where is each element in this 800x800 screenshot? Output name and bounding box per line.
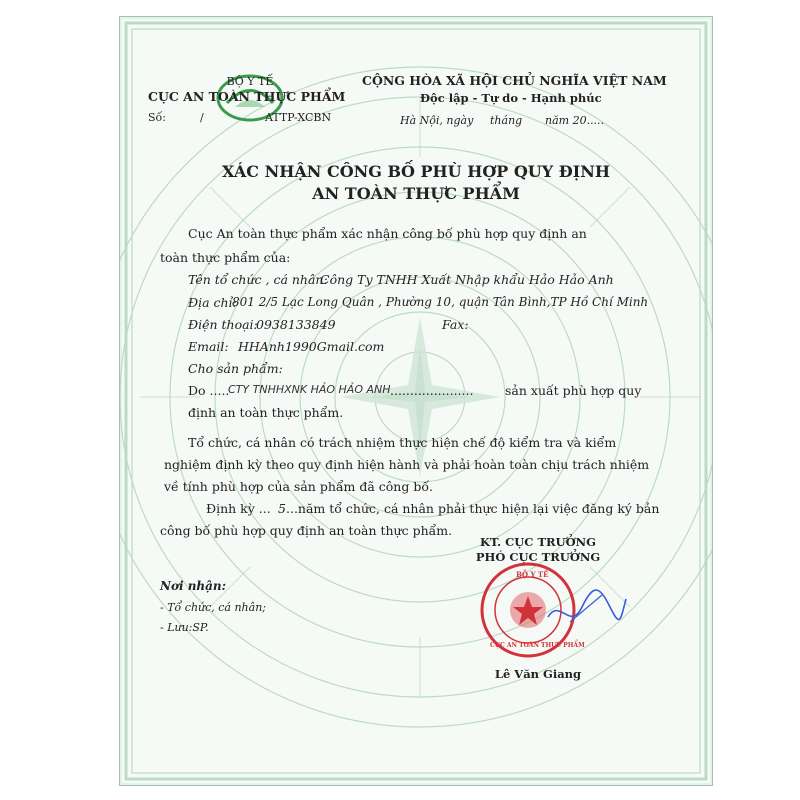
period-prefix: Định kỳ ... [206, 501, 271, 516]
period-value: 5 [278, 501, 286, 516]
address-value: 801 2/5 Lạc Long Quân , Phường 10, quận Tân Bình,TP Hồ Chí Minh [232, 295, 649, 309]
email-value: HHAnh1990Gmail.com [238, 339, 385, 354]
recipients-title: Nơi nhận: [160, 579, 227, 593]
doc-number-slash: / [200, 111, 204, 124]
recipient-item-1: - Tổ chức, cá nhân; [160, 601, 266, 614]
do-prefix: Do ..... [188, 383, 230, 398]
phone-value: 0938133849 [256, 317, 336, 332]
do-dots: ..................... [390, 383, 474, 398]
recipient-item-2: - Lưu:SP. [160, 621, 209, 634]
handwritten-signature [540, 577, 630, 637]
address-label: Địa chỉ: [188, 295, 237, 310]
doc-number-suffix: ATTP-XCBN [265, 111, 332, 124]
doc-number-prefix: Số: [148, 111, 166, 124]
period-suffix: ...năm tổ chức, cá nhân phải thực hiện lại việc đăng ký bản [286, 501, 660, 516]
date-month: tháng [490, 114, 523, 127]
phone-label: Điện thoại: [188, 317, 258, 332]
responsibility-line1: Tổ chức, cá nhân có trách nhiệm thực hiện chế độ kiểm tra và kiểm [188, 435, 617, 450]
product-label: Cho sản phẩm: [188, 361, 283, 376]
stamp-top-text: BỘ Y TẾ [516, 570, 549, 579]
doc-title-line2: AN TOÀN THỰC PHẨM [312, 184, 520, 203]
org-value: Công Ty TNHH Xuất Nhập khẩu Hảo Hảo Anh [320, 272, 614, 287]
stamp-bottom-text: CỤC AN TOÀN THỰC PHẨM [490, 642, 585, 649]
ministry-name: BỘ Y TẾ [226, 75, 274, 88]
responsibility-line2: nghiệm định kỳ theo quy định hiện hành và phải hoàn toàn chịu trách nhiệm [164, 457, 650, 472]
period-line2: công bố phù hợp quy định an toàn thực phẩm. [160, 523, 453, 538]
date-city: Hà Nội, ngày [400, 114, 474, 127]
signer-role1: KT. CỤC TRƯỞNG [480, 535, 596, 549]
signer-name: Lê Văn Giang [494, 667, 582, 681]
responsibility-line3: về tính phù hợp của sản phẩm đã công bố. [164, 479, 433, 494]
intro-line1: Cục An toàn thực phẩm xác nhận công bố phù hợp quy định an [188, 226, 587, 241]
document-page [119, 16, 713, 786]
signer-role2: PHÓ CỤC TRƯỞNG [475, 550, 601, 564]
do-suffix: sản xuất phù hợp quy [505, 383, 642, 398]
email-label: Email: [188, 339, 229, 354]
do-value: CTY TNHHXNK HẢO HẢO ANH [228, 383, 391, 396]
doc-title-line1: XÁC NHẬN CÔNG BỐ PHÙ HỢP QUY ĐỊNH [222, 162, 610, 181]
fax-label: Fax: [442, 317, 469, 332]
org-label: Tên tổ chức , cá nhân: [188, 272, 328, 287]
national-motto: Độc lập - Tự do - Hạnh phúc [420, 91, 602, 105]
date-year: năm 20..... [545, 114, 605, 127]
agency-name: CỤC AN TOÀN THỰC PHẨM [148, 89, 346, 104]
republic-title: CỘNG HÒA XÃ HỘI CHỦ NGHĨA VIỆT NAM [362, 73, 667, 88]
intro-line2: toàn thực phẩm của: [160, 250, 291, 265]
do-line2: định an toàn thực phẩm. [188, 405, 344, 420]
